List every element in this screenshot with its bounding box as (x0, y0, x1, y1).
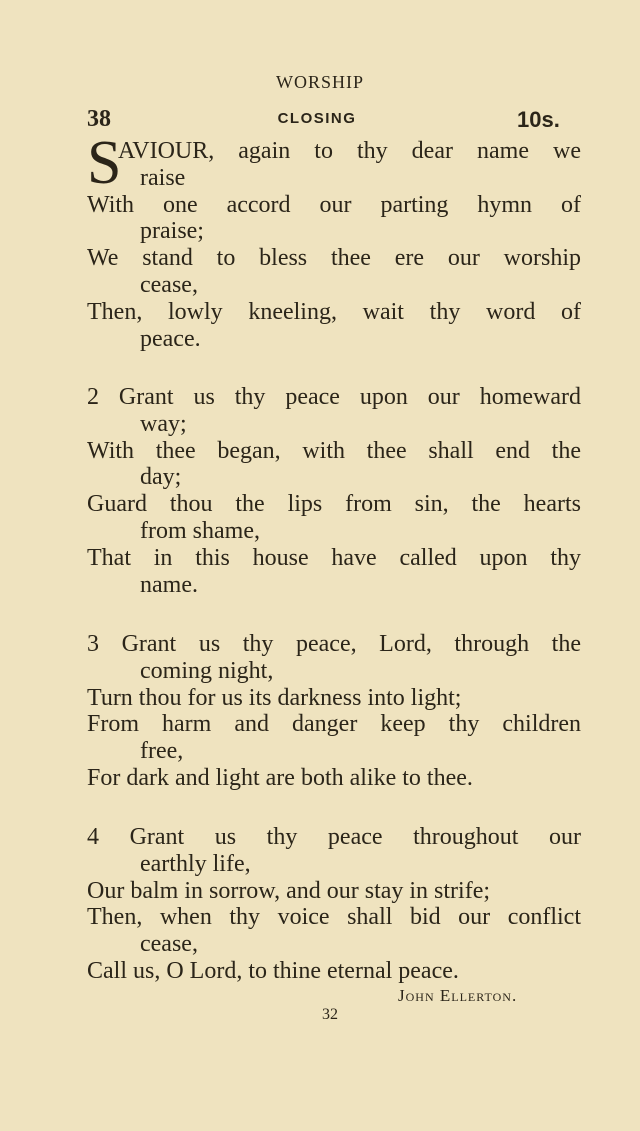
verse-line: raise (140, 164, 186, 191)
verse-line: 4 Grant us thy peace throughout our (87, 824, 581, 850)
verse-line: For dark and light are both alike to thee. (87, 764, 473, 791)
drop-cap: S (87, 129, 122, 197)
verse-line: from shame, (140, 517, 260, 544)
hymn-title: CLOSING (277, 110, 357, 127)
section-heading: WORSHIP (275, 72, 364, 92)
author-attribution: John Ellerton. (398, 986, 518, 1005)
verse-line: Call us, O Lord, to thine eternal peace. (87, 957, 459, 984)
verse-line: That in this house have called upon thy (87, 544, 581, 571)
verse-line: With one accord our parting hymn of (87, 191, 581, 218)
verse-line: day; (140, 464, 182, 491)
verse-line: Then, lowly kneeling, wait thy word of (87, 298, 581, 325)
verse-line: 3 Grant us thy peace, Lord, through the (87, 631, 581, 657)
verse-line: cease, (140, 931, 198, 958)
verse-line: peace. (140, 325, 201, 352)
verse-line: With thee began, with thee shall end the (87, 437, 581, 464)
verse-line: From harm and danger keep thy children (87, 711, 581, 738)
verse-line: name. (140, 571, 198, 598)
verse-line: Our balm in sorrow, and our stay in strife; (87, 877, 491, 904)
verse-line: praise; (140, 218, 204, 245)
stanza-2 (87, 384, 581, 598)
verse-line: AVIOUR, again to thy dear name we (118, 138, 581, 164)
verse-line: cease, (140, 271, 198, 298)
verse-line: free, (140, 738, 184, 765)
page-number: 32 (322, 1006, 338, 1023)
verse-line: We stand to bless thee ere our worship (87, 245, 581, 272)
hymn-number: 38 (87, 106, 111, 132)
verse-line: Then, when thy voice shall bid our conflict (87, 904, 581, 931)
verse-line: Guard thou the lips from sin, the hearts (87, 491, 581, 518)
stanza-4 (87, 824, 581, 985)
verse-line: coming night, (140, 657, 274, 684)
verse-line: way; (140, 410, 187, 437)
verse-line: 2 Grant us thy peace upon our homeward (87, 384, 581, 410)
stanza-1 (87, 129, 581, 352)
hymn-meter: 10s. (517, 107, 560, 132)
verse-line: Turn thou for us its darkness into light; (87, 684, 462, 711)
stanza-3 (87, 631, 581, 792)
verse-line: earthly life, (140, 850, 251, 877)
